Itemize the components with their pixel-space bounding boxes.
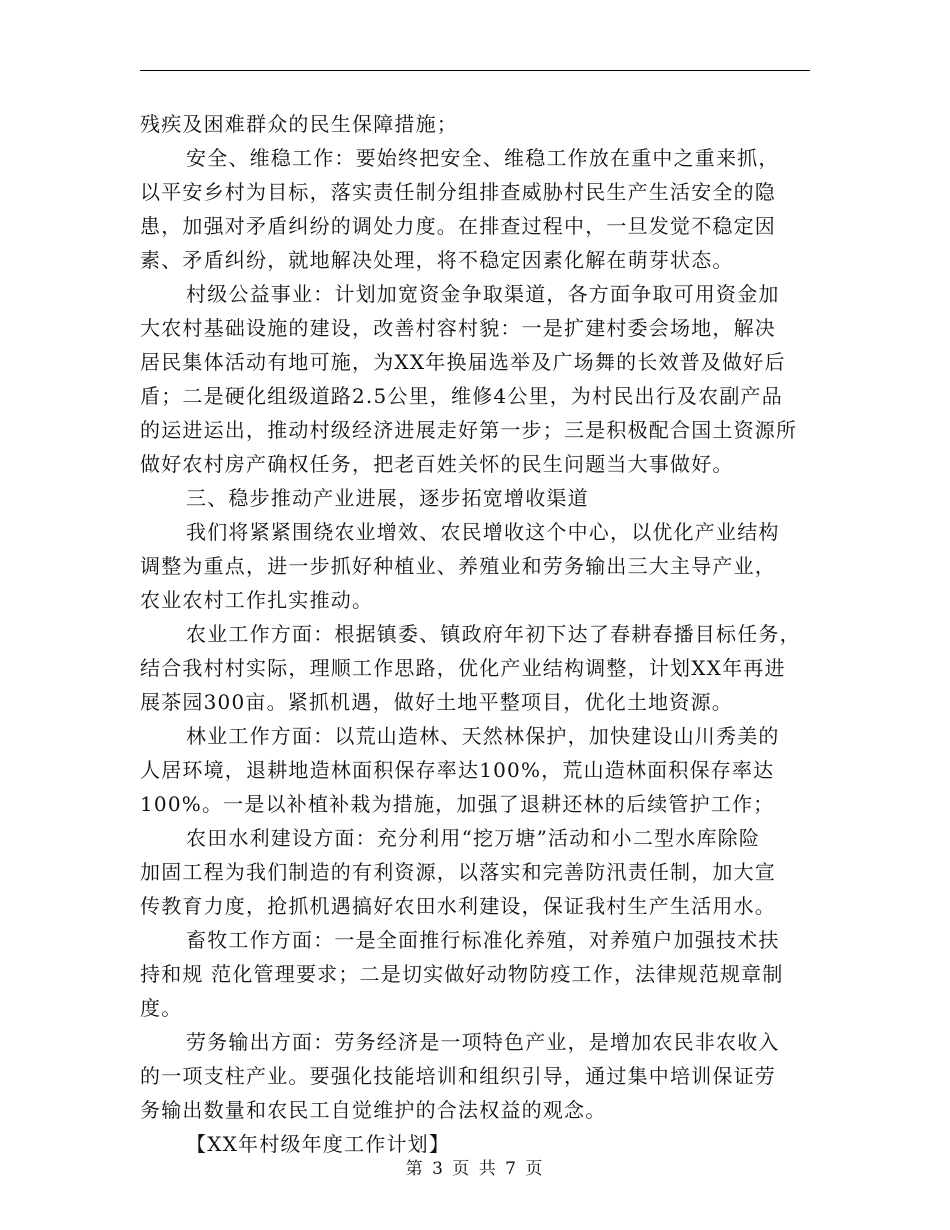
text-line: 农田水利建设方面：充分利用“挖万塘”活动和小二型水库除险 (186, 826, 761, 850)
text-line: 以平安乡村为目标，落实责任制分组排查威胁村民生产生活安全的隐 (140, 180, 776, 204)
text-line: 调整为重点，进一步抓好种植业、养殖业和劳务输出三大主导产业， (140, 554, 776, 578)
text-line: 残疾及困难群众的民生保障措施； (140, 112, 458, 136)
text-line: 患，加强对矛盾纠纷的调处力度。在排查过程中，一旦发觉不稳定因 (140, 214, 776, 238)
text-line: 的一项支柱产业。要强化技能培训和组织引导，通过集中培训保证劳 (140, 1064, 776, 1088)
text-line: 展茶园300亩。紧抓机遇，做好土地平整项目，优化土地资源。 (140, 690, 733, 714)
text-line: 人居环境，退耕地造林面积保存率达100%，荒山造林面积保存率达 (140, 758, 775, 782)
text-line: 林业工作方面：以荒山造林、天然林保护，加快建设山川秀美的 (186, 724, 780, 748)
text-line: 我们将紧紧围绕农业增效、农民增收这个中心，以优化产业结构 (186, 520, 780, 544)
text-line: 加固工程为我们制造的有利资源，以落实和完善防汛责任制，加大宣 (140, 860, 776, 884)
text-line: 100%。一是以补植补栽为措施，加强了退耕还林的后续管护工作； (140, 792, 775, 816)
text-line: 农业工作方面：根据镇委、镇政府年初下达了春耕春播目标任务， (186, 622, 801, 646)
text-line: 务输出数量和农民工自觉维护的合法权益的观念。 (140, 1098, 607, 1122)
page-number: 第 3 页 共 7 页 (405, 1159, 545, 1179)
text-line: 农业农村工作扎实推动。 (140, 588, 374, 612)
text-line: 的运进运出，推动村级经济进展走好第一步；三是积极配合国土资源所 (140, 418, 798, 442)
text-line: 安全、维稳工作：要始终把安全、维稳工作放在重中之重来抓， (186, 146, 780, 170)
text-line: 居民集体活动有地可施，为XX年换届选举及广场舞的长效普及做好后 (140, 350, 786, 374)
text-line: 畜牧工作方面：一是全面推行标准化养殖，对养殖户加强技术扶 (186, 928, 780, 952)
text-line: 素、矛盾纠纷，就地解决处理，将不稳定因素化解在萌芽状态。 (140, 248, 734, 272)
text-line: 传教育力度，抢抓机遇搞好农田水利建设，保证我村生产生活用水。 (140, 894, 776, 918)
text-line: 盾；二是硬化组级道路2.5公里，维修4公里，为村民出行及农副产品 (140, 384, 783, 408)
text-line: 大农村基础设施的建设，改善村容村貌：一是扩建村委会场地，解决 (140, 316, 776, 340)
header-rule (140, 70, 810, 71)
section-heading: 三、稳步推动产业进展，逐步拓宽增收渠道 (186, 486, 589, 510)
text-line: 村级公益事业：计划加宽资金争取渠道，各方面争取可用资金加 (186, 282, 780, 306)
text-line: 劳务输出方面：劳务经济是一项特色产业，是增加农民非农收入 (186, 1030, 780, 1054)
text-line: 结合我村村实际，理顺工作思路，优化产业结构调整，计划XX年再进 (140, 656, 786, 680)
text-line: 持和规 范化管理要求；二是切实做好动物防疫工作，法律规范规章制 (140, 962, 784, 986)
text-line: 度。 (140, 996, 183, 1020)
text-line: 做好农村房产确权任务，把老百姓关怀的民生问题当大事做好。 (140, 452, 734, 476)
document-title-link: 【XX年村级年度工作计划】 (186, 1132, 451, 1156)
document-body (140, 107, 820, 1161)
